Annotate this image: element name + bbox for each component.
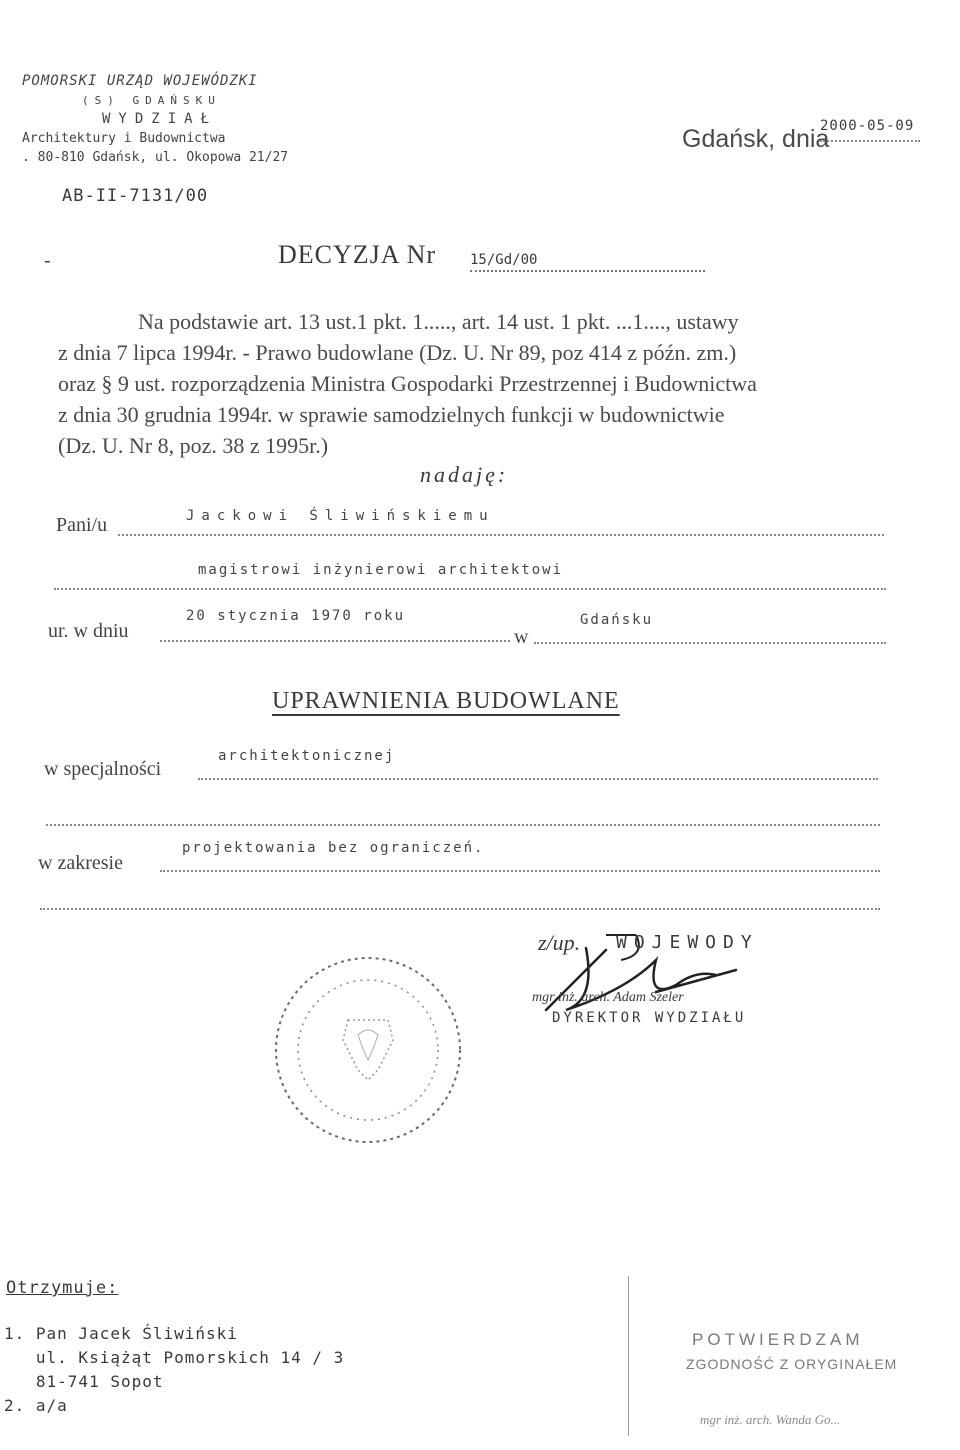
legal-line: oraz § 9 ust. rozporządzenia Ministra Gospodarki Przestrzennej i Budownictwa xyxy=(58,371,757,396)
certification-stamp-line: ZGODNOŚĆ Z ORYGINAŁEM xyxy=(686,1356,898,1372)
dotted-line xyxy=(534,642,886,644)
scope-label: w zakresie xyxy=(38,852,123,874)
recipients-list xyxy=(4,1322,344,1418)
office-header xyxy=(22,72,288,167)
grant-word: nadaję: xyxy=(420,462,509,487)
dotted-line xyxy=(118,534,884,536)
specialty-label: w specjalności xyxy=(44,758,162,780)
date-label: Gdańsk, dnia xyxy=(682,125,830,153)
decision-title: DECYZJA Nr xyxy=(278,240,437,269)
office-line: . 80-810 Gdańsk, ul. Okopowa 21/27 xyxy=(22,150,289,165)
person-label: Pani/u xyxy=(56,514,108,536)
dotted-line xyxy=(54,588,886,590)
office-line: (S) GDAŃSKU xyxy=(82,94,221,107)
scope-value: projektowania bez ograniczeń. xyxy=(182,840,485,856)
certification-stamp-line: POTWIERDZAM xyxy=(692,1330,864,1349)
dotted-line xyxy=(198,778,878,780)
born-in-label: w xyxy=(514,626,529,648)
recipient-line: 2. a/a xyxy=(4,1396,68,1415)
born-date: 20 stycznia 1970 roku xyxy=(186,608,406,624)
dotted-line xyxy=(160,640,510,642)
authority-name: WOJEWODY xyxy=(616,932,759,953)
born-label: ur. w dniu xyxy=(48,620,129,642)
legal-line: z dnia 30 grudnia 1994r. w sprawie samodzielnych funkcji w budownictwie xyxy=(58,402,725,427)
decision-number: 15/Gd/00 xyxy=(470,252,705,272)
office-line: POMORSKI URZĄD WOJEWÓDZKI xyxy=(22,73,258,89)
certification-stamp-signer: mgr inż. arch. Wanda Go... xyxy=(700,1412,841,1427)
specialty-value: architektonicznej xyxy=(218,748,396,764)
dash-mark: - xyxy=(44,248,51,272)
legal-basis xyxy=(58,306,918,461)
person-title: magistrowi inżynierowi architektowi xyxy=(198,562,564,578)
recipients-heading: Otrzymuje: xyxy=(6,1278,119,1298)
divider-line xyxy=(628,1276,629,1436)
dotted-line xyxy=(160,870,880,872)
recipient-line: 1. Pan Jacek Śliwiński xyxy=(4,1324,238,1343)
legal-line: (Dz. U. Nr 8, poz. 38 z 1995r.) xyxy=(58,433,329,458)
reference-number: AB-II-7131/00 xyxy=(62,186,209,206)
dotted-line xyxy=(40,908,880,910)
legal-line: z dnia 7 lipca 1994r. - Prawo budowlane (Dz. U. Nr 89, poz 414 z późn. zm.) xyxy=(58,340,737,365)
signer-name: mgr inż. arch. Adam Szeler xyxy=(532,990,684,1005)
dotted-line xyxy=(46,824,880,826)
permit-heading: UPRAWNIENIA BUDOWLANE xyxy=(272,688,620,714)
office-line: Architektury i Budownictwa xyxy=(22,131,226,146)
legal-line: Na podstawie art. 13 ust.1 pkt. 1....., art. 14 ust. 1 pkt. ...1...., ustawy xyxy=(138,309,739,334)
recipient-line: ul. Książąt Pomorskich 14 / 3 xyxy=(4,1348,345,1367)
on-behalf-label: z/up. xyxy=(538,930,581,955)
recipient-line: 81-741 Sopot xyxy=(4,1372,164,1391)
official-seal-icon xyxy=(268,950,468,1150)
signer-position: DYREKTOR WYDZIAŁU xyxy=(552,1010,747,1026)
born-place: Gdańsku xyxy=(580,612,654,628)
office-line: WYDZIAŁ xyxy=(102,111,218,127)
person-name: Jackowi Śliwińskiemu xyxy=(186,508,495,524)
date-value: 2000-05-09 xyxy=(820,118,920,142)
